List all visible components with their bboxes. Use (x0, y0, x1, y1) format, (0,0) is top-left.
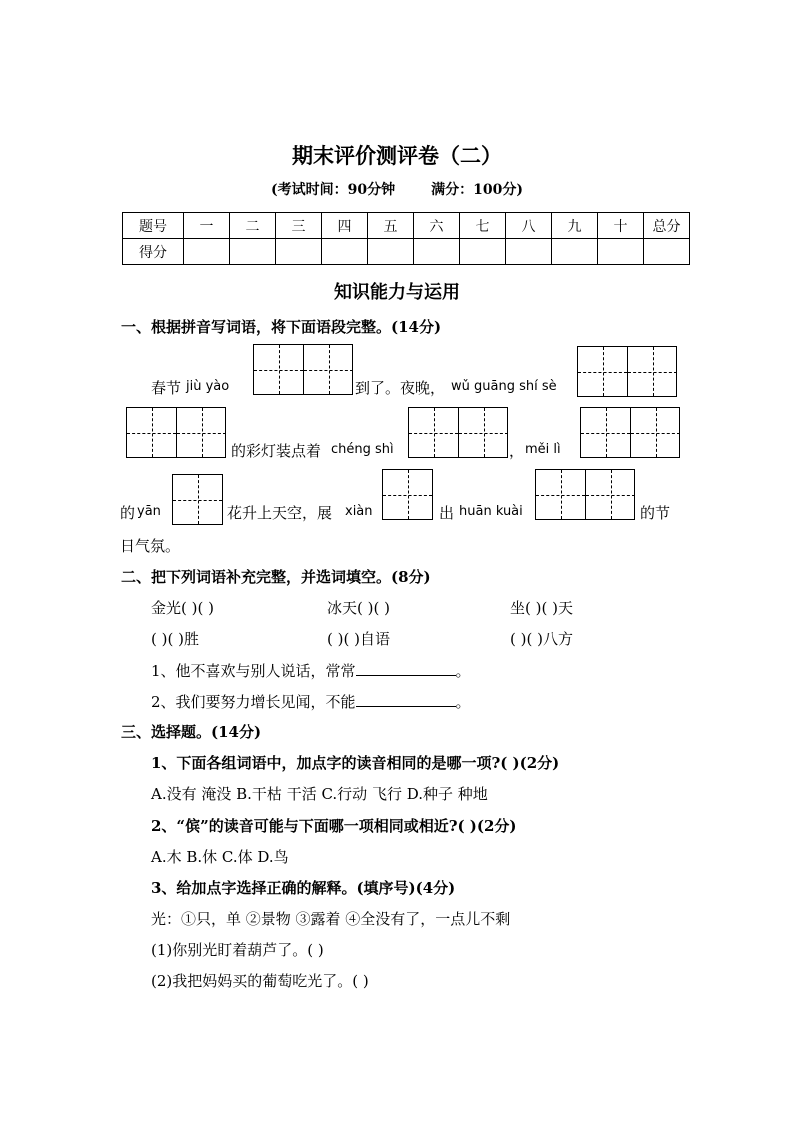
answer-blank[interactable] (356, 661, 456, 676)
q1-text: 出 (439, 504, 455, 522)
q2-word: 坐( )( )天 (510, 599, 573, 617)
exam-full-score: 满分：100分) (431, 182, 523, 198)
q1-text: 到了。夜晚， (355, 379, 446, 397)
q3-sub3: 3、给加点字选择正确的解释。(填序号)(4分) (151, 879, 456, 897)
score-input-cell[interactable] (598, 239, 644, 265)
score-header-cell: 三 (276, 213, 322, 239)
q2-sentence-end: 。 (455, 693, 471, 711)
char-box-group[interactable] (580, 407, 680, 458)
q2-sentence (151, 691, 471, 712)
q3-sub2-options: A.木 B.休 C.体 D.鸟 (151, 848, 289, 866)
q1-text: 日气氛。 (120, 537, 181, 555)
score-header-cell: 九 (552, 213, 598, 239)
q1-pinyin: huān kuài (459, 504, 523, 519)
q1-text: 春节 (151, 379, 182, 397)
score-header-cell: 八 (506, 213, 552, 239)
q2-sentence-text: 2、我们要努力增长见闻，不能 (151, 693, 356, 711)
q2-sentence (151, 660, 471, 681)
q2-word: 冰天( )( ) (327, 599, 390, 617)
score-input-cell[interactable] (368, 239, 414, 265)
q2-heading: 二、把下列词语补充完整，并选词填空。(8分) (121, 568, 431, 586)
score-table-header-row (123, 213, 690, 239)
exam-info (0, 179, 794, 199)
q1-pinyin: yān (137, 504, 161, 519)
score-input-cell[interactable] (184, 239, 230, 265)
q1-heading: 一、根据拼音写词语，将下面语段完整。(14分) (121, 318, 442, 336)
q1-text: 的节 (640, 504, 671, 522)
q1-text: ， (509, 442, 525, 460)
q1-pinyin: xiàn (345, 504, 373, 519)
q3-sub1-options: A.没有 淹没 B.干枯 干活 C.行动 飞行 D.种子 种地 (151, 785, 488, 803)
q2-word: ( )( )自语 (327, 630, 390, 648)
q2-word: ( )( )胜 (151, 630, 199, 648)
char-box-single[interactable] (172, 474, 223, 525)
char-box-group[interactable] (408, 407, 508, 458)
q1-pinyin: chéng shì (331, 442, 394, 457)
score-input-cell[interactable] (460, 239, 506, 265)
score-header-cell: 题号 (123, 213, 184, 239)
page-title: 期末评价测评卷（二） (292, 143, 502, 168)
score-header-cell: 二 (230, 213, 276, 239)
char-box-group[interactable] (577, 346, 677, 397)
section-title: 知识能力与运用 (334, 282, 460, 303)
q3-sub1: 1、下面各组词语中，加点字的读音相同的是哪一项?( )(2分) (151, 754, 560, 772)
q2-sentence-text: 1、他不喜欢与别人说话，常常 (151, 662, 356, 680)
q2-sentence-end: 。 (455, 662, 471, 680)
char-box-group[interactable] (535, 469, 635, 520)
score-input-cell[interactable] (644, 239, 690, 265)
q2-word: 金光( )( ) (151, 599, 214, 617)
score-input-cell[interactable] (506, 239, 552, 265)
score-input-cell[interactable] (552, 239, 598, 265)
q3-sub3-item: (1)你别光盯着葫芦了。( ) (151, 941, 324, 959)
score-table-score-row (123, 239, 690, 265)
q3-sub3-definitions: 光：①只，单 ②景物 ③露着 ④全没有了，一点儿不剩 (151, 910, 511, 928)
score-header-cell: 七 (460, 213, 506, 239)
score-header-cell: 五 (368, 213, 414, 239)
score-input-cell[interactable] (322, 239, 368, 265)
score-input-cell[interactable] (230, 239, 276, 265)
q1-text: 的 (120, 504, 136, 522)
score-row-label: 得分 (123, 239, 184, 265)
answer-blank[interactable] (356, 692, 456, 707)
score-header-cell: 十 (598, 213, 644, 239)
char-box-group[interactable] (126, 407, 226, 458)
char-box-single[interactable] (382, 469, 433, 520)
q1-text: 花升上天空，展 (227, 504, 333, 522)
score-input-cell[interactable] (276, 239, 322, 265)
q3-sub3-item: (2)我把妈妈买的葡萄吃光了。( ) (151, 972, 369, 990)
q3-heading: 三、选择题。(14分) (121, 723, 262, 741)
exam-time: (考试时间：90分钟 (271, 182, 396, 198)
q1-pinyin: jiù yào (186, 379, 230, 394)
q1-text: 的彩灯装点着 (231, 442, 322, 460)
score-header-cell: 总分 (644, 213, 690, 239)
score-table (122, 212, 690, 265)
q2-word: ( )( )八方 (510, 630, 573, 648)
char-box-group[interactable] (253, 344, 353, 395)
q1-pinyin: wǔ guāng shí sè (451, 379, 557, 394)
score-header-cell: 六 (414, 213, 460, 239)
score-header-cell: 一 (184, 213, 230, 239)
q3-sub2: 2、“傧”的读音可能与下面哪一项相同或相近?( )(2分) (151, 817, 517, 835)
q1-pinyin: měi lì (525, 442, 561, 457)
score-header-cell: 四 (322, 213, 368, 239)
score-input-cell[interactable] (414, 239, 460, 265)
